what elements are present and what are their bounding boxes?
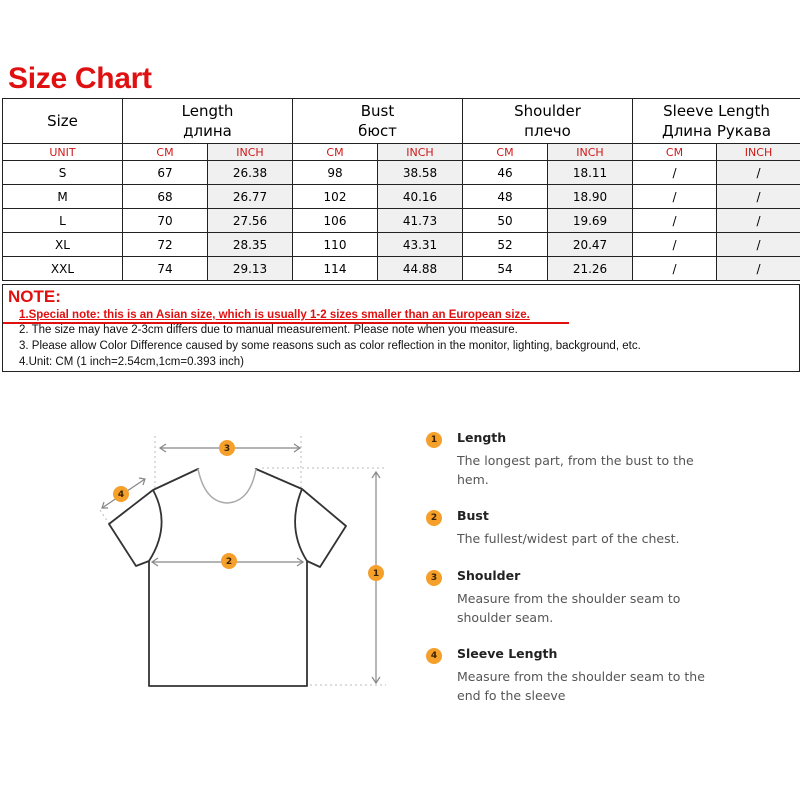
tshirt-diagram	[90, 420, 410, 700]
note-color: 3. Please allow Color Difference caused by some reasons such as color reflection in the monitor, lighting, background, etc.	[19, 340, 641, 352]
header-row	[3, 99, 800, 144]
unit-cell: CM	[463, 144, 548, 161]
svg-text:1: 1	[372, 569, 380, 579]
table-row: M 68 26.77 102 40.16 48 18.90 / /	[3, 185, 800, 209]
note-special: 1.Special note: this is an Asian size, which is usually 1-2 sizes smaller than an European size.	[3, 309, 569, 324]
unit-cell: CM	[633, 144, 717, 161]
svg-text:3: 3	[223, 444, 231, 454]
table-row: XL 72 28.35 110 43.31 52 20.47 / /	[3, 233, 800, 257]
table-row: L 70 27.56 106 41.73 50 19.69 / /	[3, 209, 800, 233]
notes-box	[2, 284, 800, 372]
number-badge-icon: 3	[426, 570, 442, 586]
note-measurement: 2. The size may have 2-3cm differs due to manual measurement. Please note when you measure.	[19, 324, 518, 336]
size-header: Size	[3, 99, 123, 144]
header-shoulder: Shoulder плечо	[463, 99, 633, 144]
unit-cell: INCH	[717, 144, 800, 161]
number-badge-icon: 4	[426, 648, 442, 664]
table-row: XXL 74 29.13 114 44.88 54 21.26 / /	[3, 257, 800, 281]
header-bust: Bust бюст	[293, 99, 463, 144]
unit-cell: INCH	[208, 144, 293, 161]
header-length: Length длина	[123, 99, 293, 144]
number-badge-icon: 1	[426, 432, 442, 448]
svg-text:4: 4	[117, 490, 125, 500]
unit-row	[3, 144, 800, 161]
unit-cell: INCH	[548, 144, 633, 161]
svg-text:2: 2	[225, 557, 233, 567]
unit-cell: CM	[293, 144, 378, 161]
page-title: Size Chart	[8, 62, 152, 95]
notes-heading: NOTE:	[8, 287, 61, 306]
table-row: S 67 26.38 98 38.58 46 18.11 / /	[3, 161, 800, 185]
header-sleeve-length: Sleeve Length Длина Рукава	[633, 99, 800, 144]
note-unit: 4.Unit: CM (1 inch=2.54cm,1cm=0.393 inch)	[19, 356, 244, 368]
unit-cell: UNIT	[3, 144, 123, 161]
unit-cell: INCH	[378, 144, 463, 161]
number-badge-icon: 2	[426, 510, 442, 526]
tshirt-icon	[90, 420, 410, 700]
unit-cell: CM	[123, 144, 208, 161]
size-chart-table	[2, 98, 800, 281]
